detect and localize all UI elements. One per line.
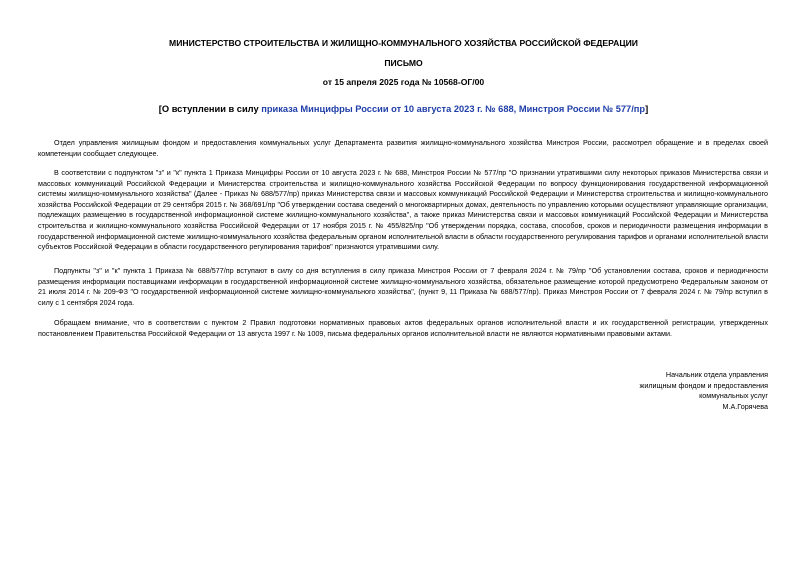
paragraph-intro: [38, 138, 768, 159]
signature-line: жилищным фондом и предоставления: [639, 380, 768, 390]
signature-line: Начальник отдела управления: [665, 370, 768, 379]
subject-link[interactable]: приказа Минцифры России от 10 августа 2023 г. № 688, Минстроя России № 577/пр: [261, 104, 646, 114]
document-type: ПИСЬМО: [384, 58, 423, 68]
paragraph-text: Подпункты "з" и "к" пункта 1 Приказа № 688/577/пр вступают в силу со дня вступления в силу приказа Минстроя России от 7 февраля 2024 г. № 79/пр "Об установлении состава, сроков и периодичности размещения информации поставщиками информации в государственной информационной системе жилищно-коммунального хозяйства, обязательное размещение которой предусмотрено Федеральным законом от 21 июля 2014 г. № 209-ФЗ "О государственной информационной системе жилищно-коммунального хозяйства", (пункт 9, 11 Приказа № 688/577/пр). Приказ Минстроя России от 7 февраля 2024 г. № 79/пр вступил в силу с 1 сентября 2024 года.: [38, 266, 768, 307]
document-subject: [0, 104, 807, 115]
paragraph-text: В соответствии с подпунктом "з" и "к" пункта 1 Приказа Минцифры России от 10 августа 2023 г. № 688, Минстроя России № 577/пр "О признании утратившими силу некоторых приказов Министерства связи и массовых коммуникаций Российской Федерации и Министерства строительства и жилищно-коммунального хозяйства Российской Федерации по вопросу функционирования государственной информационной системы жилищно-коммунального хозяйства" (Далее - Приказ № 688/577/пр) приказ Министерства связи и массовых коммуникаций Российской Федерации и Министерства строительства и жилищно-коммунального хозяйства Российской Федерации от 29 сентября 2015 г. № 368/691/пр "Об утверждении состава сведений о многоквартирных домах, деятельность по управлению которыми осуществляют управляющие организации, подлежащих размещению в государственной информационной системе жилищно-коммунального хозяйства", а также приказ Министерства связи и массовых коммуникаций Российской Федерации и Министерства строительства и жилищно-коммунального хозяйства Российской Федерации от 17 ноября 2015 г. № 455/825/пр "Об утверждении порядка, состава, способов, сроков и периодичности размещения информации в государственной информационной системе жилищно-коммунального хозяйства федеральным органом исполнительной власти в области государственного регулирования тарифов и органами исполнительной власти субъектов Российской Федерации в области государственного регулирования тарифов" признаются утратившими силу.: [38, 168, 768, 252]
paragraph-text: Обращаем внимание, что в соответствии с пунктом 2 Правил подготовки нормативных правовых актов федеральных органов исполнительной власти и их государственной регистрации, утвержденных постановлением Правительства Российской Федерации от 13 августа 1997 г. № 1009, письма федеральных органов исполнительной власти не являются нормативными правовыми актами.: [38, 318, 768, 338]
signature-block: [640, 370, 768, 412]
signature-line: коммунальных услуг: [699, 391, 768, 401]
paragraph-text: Отдел управления жилищным фондом и предоставления коммунальных услуг Департамента развития жилищно-коммунального хозяйства Минстроя России, рассмотрел обращение и в пределах своей компетенции сообщает следующее.: [38, 138, 768, 158]
subject-suffix: ]: [645, 104, 649, 114]
paragraph-note: [38, 318, 768, 339]
signature-name: М.А.Горячева: [722, 401, 768, 411]
subject-prefix: [О вступлении в силу: [158, 104, 262, 114]
paragraph-effective-date: [38, 266, 768, 308]
document-date-number: от 15 апреля 2025 года № 10568-ОГ/00: [322, 77, 485, 87]
ministry-heading: МИНИСТЕРСТВО СТРОИТЕЛЬСТВА И ЖИЛИЩНО-КОММУНАЛЬНОГО ХОЗЯЙСТВА РОССИЙСКОЙ ФЕДЕРАЦИИ: [169, 38, 638, 48]
paragraph-repeal: [38, 168, 768, 253]
